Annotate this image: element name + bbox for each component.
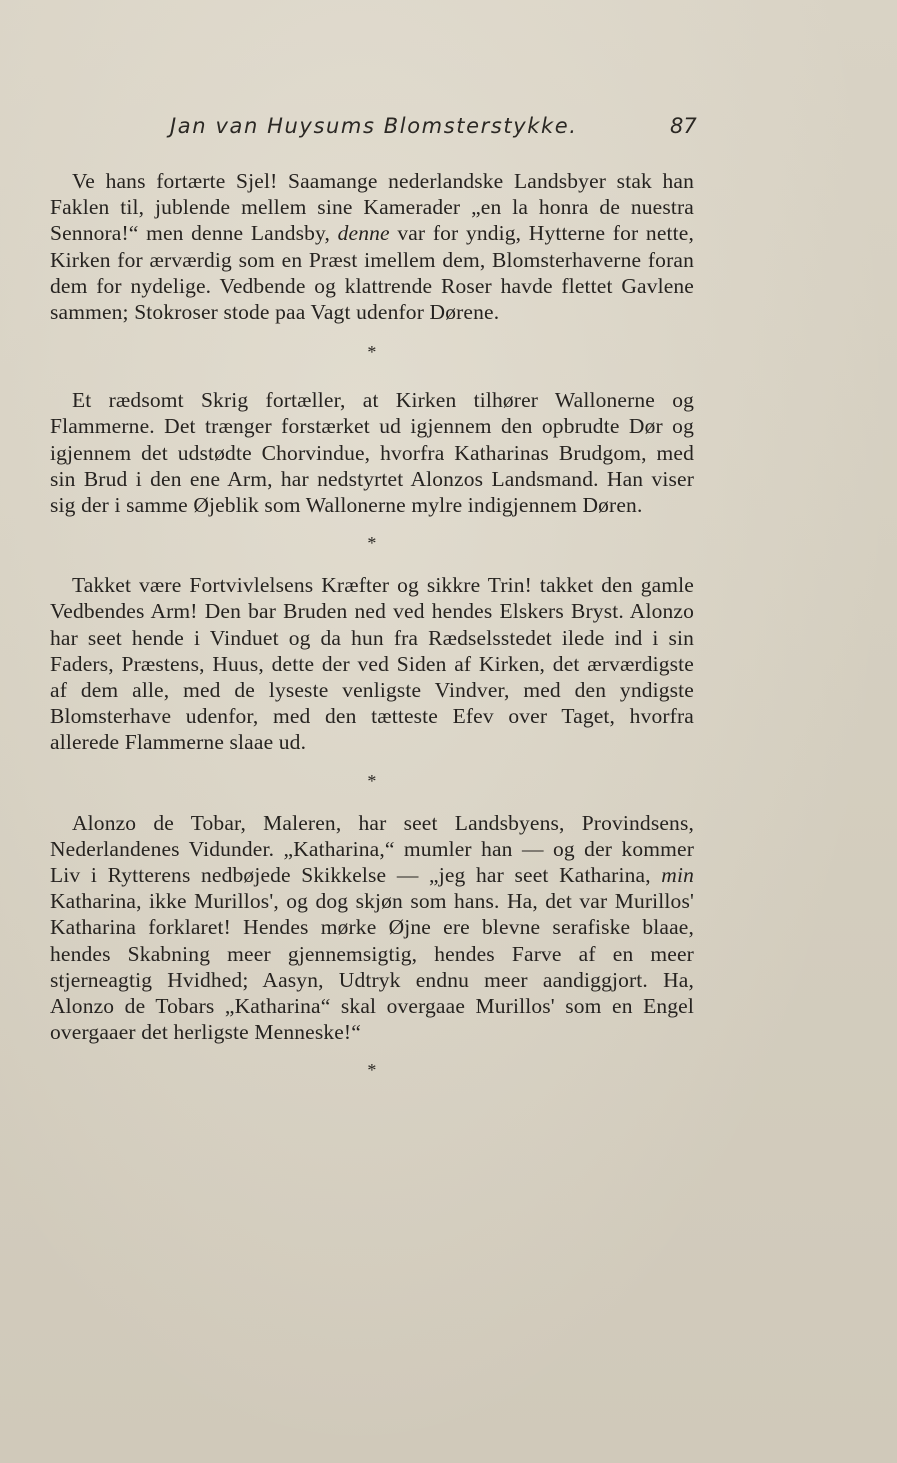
paragraph-1-text-a: Ve hans fortærte Sjel! Saamange nederlandske Landsbyer stak han Faklen til, jublende mellem sine Kamerader „en la honra de nuestra Sennora!“ men denne Landsby,	[50, 169, 694, 246]
section-separator: *	[367, 1060, 377, 1081]
section-separator: *	[367, 533, 377, 554]
body-text	[50, 168, 694, 1099]
paragraph-1	[50, 168, 694, 325]
page-header	[0, 114, 897, 148]
paragraph-1-text-b: var for yndig, Hytterne for nette, Kirken for ærværdig som en Præst imellem dem, Blomsterhaverne foran dem for nydelige. Vedbende og klattrende Roser havde flettet Gavlene sammen; Stokroser stode paa Vagt udenfor Dørene.	[50, 221, 694, 325]
paragraph-1-italic: denne	[337, 221, 390, 246]
paragraph-4	[50, 810, 694, 1046]
paragraph-2: Et rædsomt Skrig fortæller, at Kirken tilhører Wallonerne og Flammerne. Det trænger forstærket ud igjennem den opbrudte Dør og igjennem det udstødte Chorvindue, hvorfra Katharinas Brudgom, med sin Brud i den ene Arm, har nedstyrtet Alonzos Landsmand. Han viser sig der i samme Øjeblik som Wallonerne mylre indigjennem Døren.	[50, 388, 694, 518]
page-number: 87	[670, 114, 697, 138]
paragraph-3: Takket være Fortvivlelsens Kræfter og sikkre Trin! takket den gamle Vedbendes Arm! Den bar Bruden ned ved hendes Elskers Bryst. Alonzo har seet hende i Vinduet og da hun fra Rædselsstedet ilede ind i sin Faders, Præstens, Huus, dette der ved Siden af Kirken, det ærværdigste af dem alle, med de lyseste venligste Vindver, med den yndigste Blomsterhave udenfor, med den tætteste Efev over Taget, hvorfra allerede Flammerne slaae ud.	[50, 573, 694, 755]
paragraph-4-italic: min	[661, 863, 694, 888]
running-title: Jan van Huysums Blomsterstykke.	[170, 114, 578, 138]
section-separator: *	[367, 342, 377, 363]
paragraph-4-text-a: Alonzo de Tobar, Maleren, har seet Landsbyens, Provindsens, Nederlandenes Vidunder. „Katharina,“ mumler han — og der kommer Liv i Rytterens nedbøjede Skikkelse — „jeg har seet Katharina,	[50, 810, 694, 888]
paragraph-4-text-b: Katharina, ikke Murillos', og dog skjøn som hans. Ha, det var Murillos' Katharina forklaret! Hendes mørke Øjne ere blevne serafiske blaae, hendes Skabning meer gjennemsigtig, hendes Farve af en meer stjerneagtig Hvidhed; Aasyn, Udtryk endnu meer aandiggjort. Ha, Alonzo de Tobars „Katharina“ skal overgaae Murillos' som en Engel overgaaer det herligste Menneske!“	[50, 889, 694, 1045]
section-separator: *	[367, 770, 377, 791]
